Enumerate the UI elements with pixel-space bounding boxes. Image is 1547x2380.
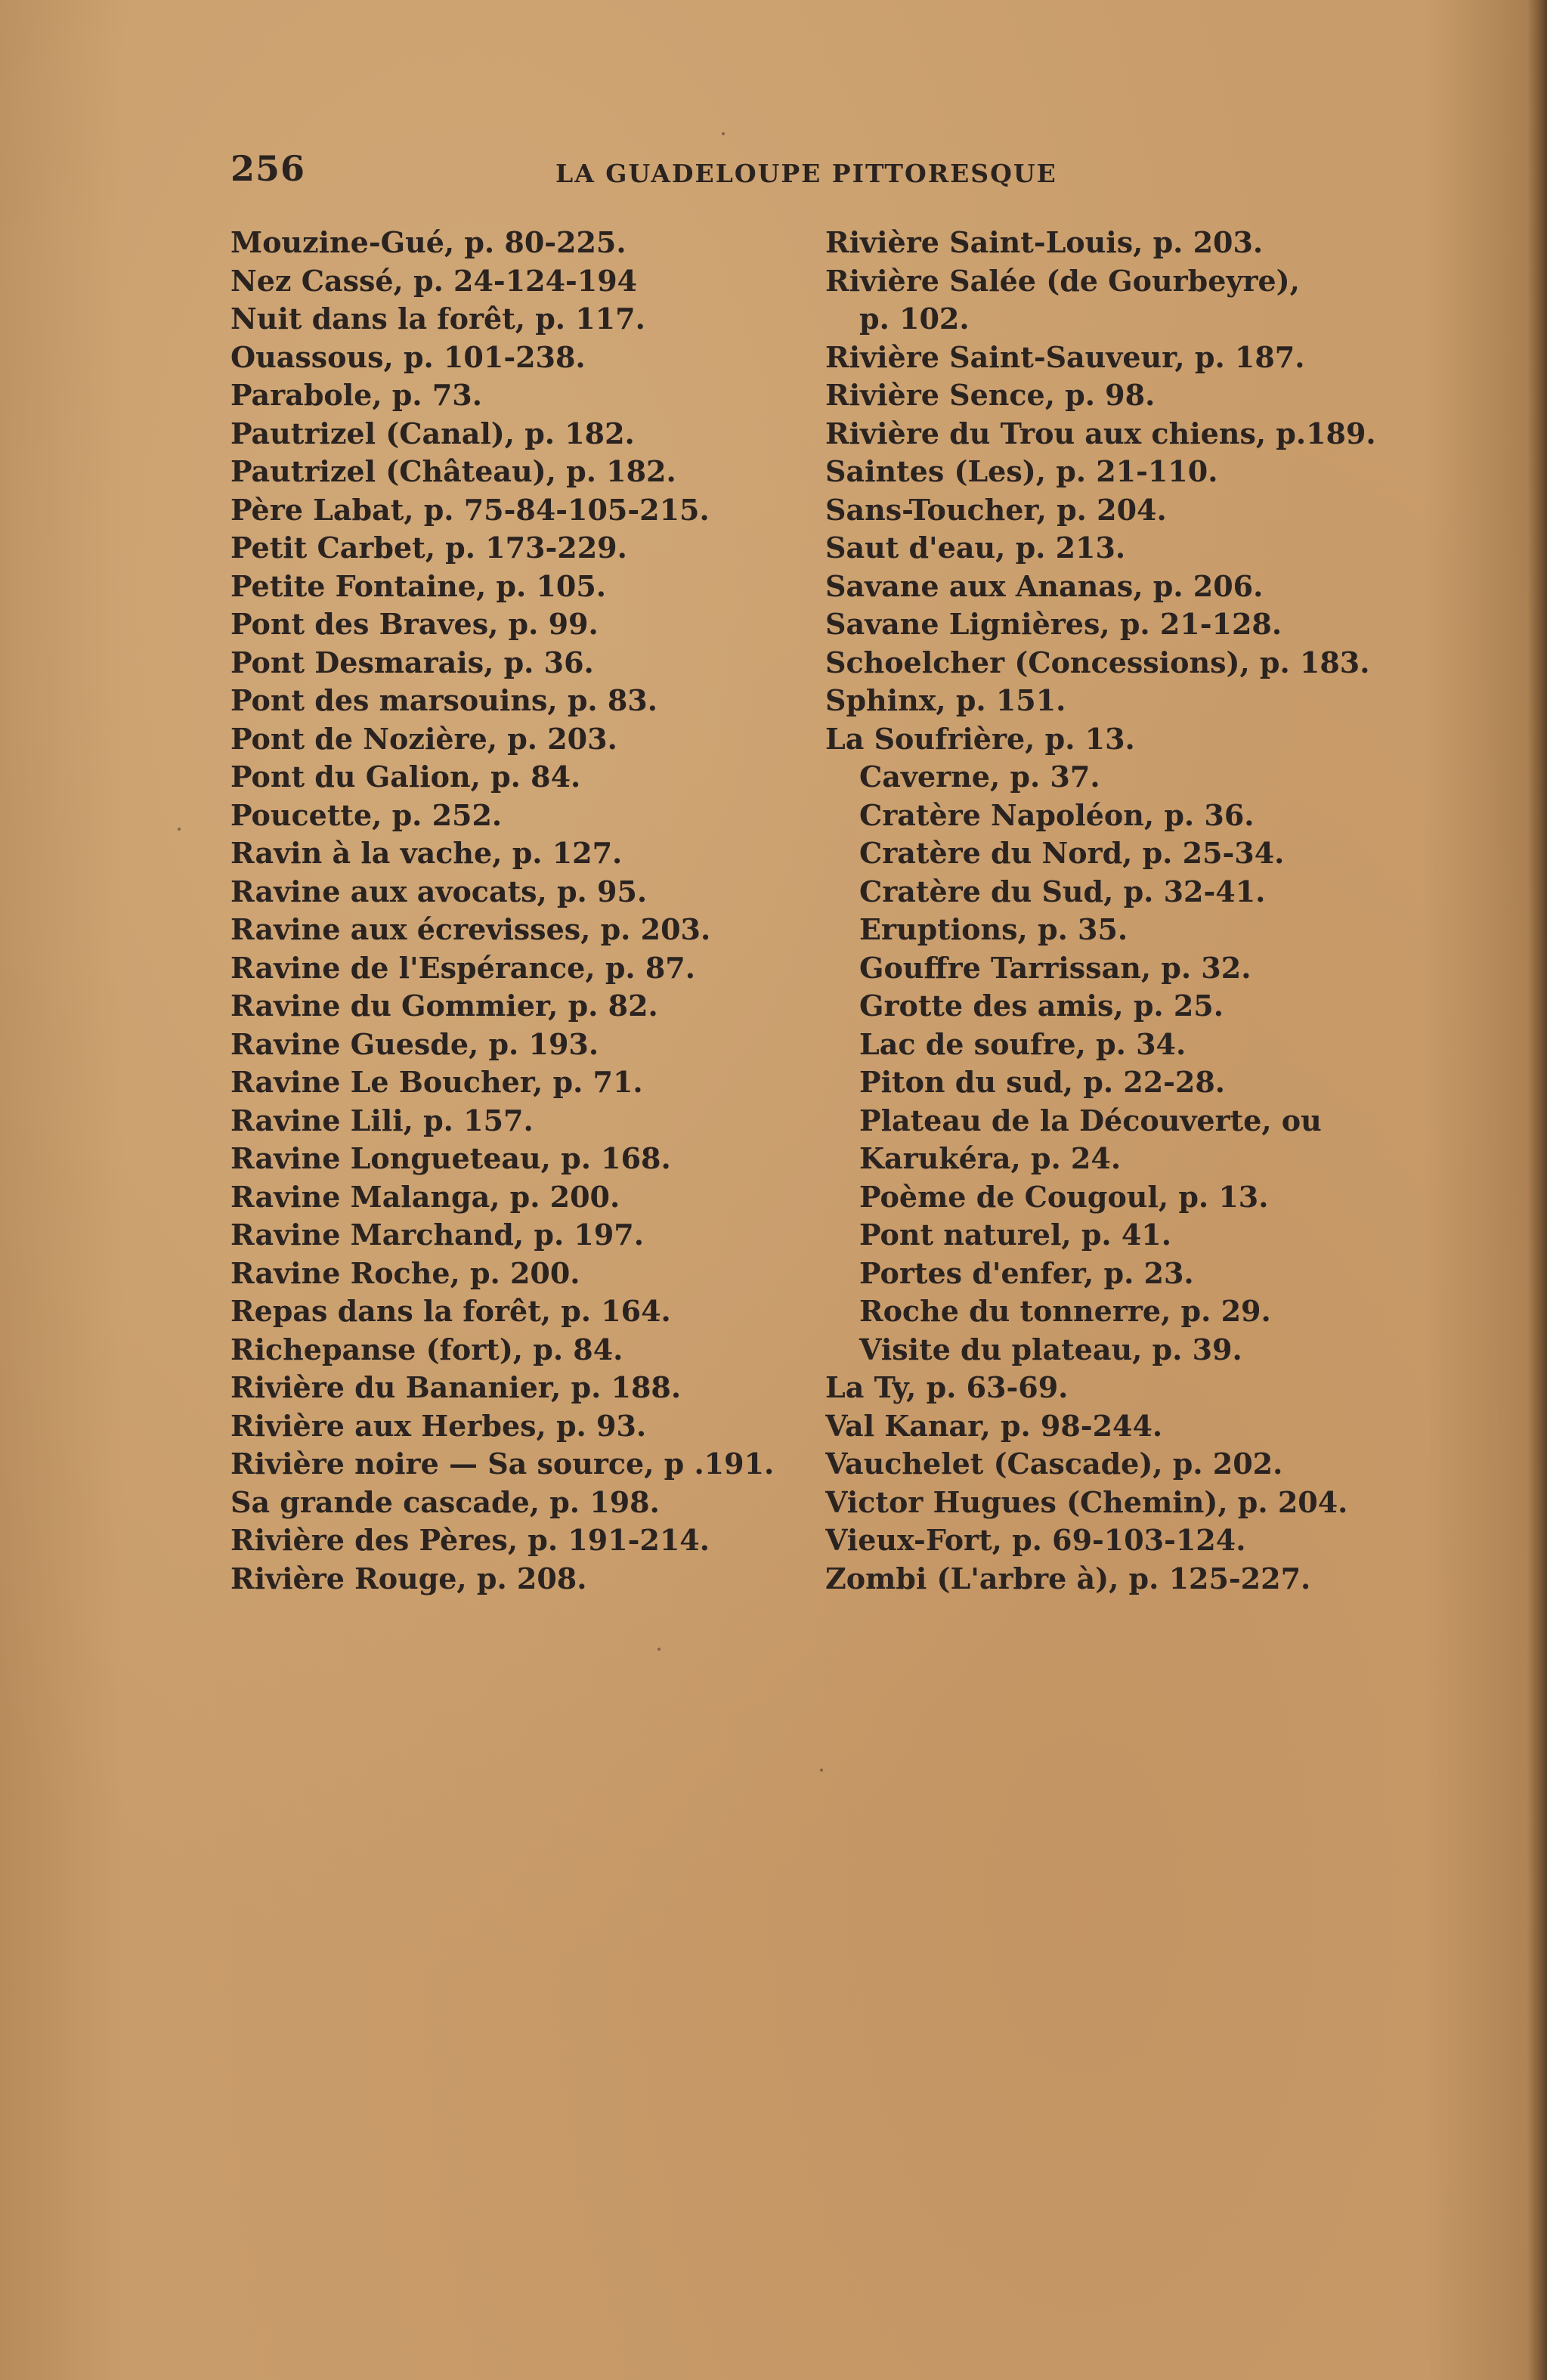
index-entry: Val Kanar, p. 98-244. bbox=[825, 1408, 1163, 1443]
index-entry: Rivière Saint-Sauveur, p. 187. bbox=[825, 339, 1305, 374]
index-subentry: Caverne, p. 37. bbox=[859, 760, 1100, 794]
index-subentry: Visite du plateau, p. 39. bbox=[859, 1332, 1242, 1366]
index-entry: Ravine de l'Espérance, p. 87. bbox=[231, 950, 695, 985]
index-entry: Ravine Guesde, p. 193. bbox=[231, 1026, 599, 1061]
index-subentry: Grotte des amis, p. 25. bbox=[859, 989, 1224, 1023]
index-entry: Rivière Saint-Louis, p. 203. bbox=[825, 225, 1264, 259]
index-subentry: Pont naturel, p. 41. bbox=[859, 1218, 1171, 1252]
index-entry: Rivière aux Herbes, p. 93. bbox=[231, 1408, 647, 1443]
index-entry: Poucette, p. 252. bbox=[231, 797, 503, 832]
index-entry: Zombi (L'arbre à), p. 125-227. bbox=[825, 1561, 1311, 1595]
index-entry: Pont du Galion, p. 84. bbox=[231, 760, 581, 794]
index-subentry: Lac de soufre, p. 34. bbox=[859, 1026, 1187, 1061]
index-subentry: Cratère du Sud, p. 32-41. bbox=[859, 874, 1266, 908]
index-entry: Richepanse (fort), p. 84. bbox=[231, 1332, 623, 1366]
paper-speck bbox=[178, 828, 181, 831]
index-entry: Repas dans la forêt, p. 164. bbox=[231, 1294, 671, 1328]
index-entry: La Soufrière, p. 13. bbox=[825, 721, 1135, 756]
index-entry: Ravine Roche, p. 200. bbox=[231, 1255, 580, 1290]
index-entry: Sphinx, p. 151. bbox=[825, 683, 1066, 717]
index-entry: Rivière des Pères, p. 191-214. bbox=[231, 1523, 710, 1557]
index-entry: Savane Lignières, p. 21-128. bbox=[825, 607, 1282, 641]
index-entry: Ravine Malanga, p. 200. bbox=[231, 1179, 620, 1214]
index-entry: Victor Hugues (Chemin), p. 204. bbox=[825, 1484, 1348, 1519]
index-entry: Petite Fontaine, p. 105. bbox=[231, 568, 607, 603]
index-entry: Sa grande cascade, p. 198. bbox=[231, 1484, 660, 1519]
index-entry: Rivière Sence, p. 98. bbox=[825, 378, 1156, 412]
index-entry: Saut d'eau, p. 213. bbox=[825, 531, 1126, 565]
index-entry: Ravine aux avocats, p. 95. bbox=[231, 874, 648, 908]
index-entry: Nez Cassé, p. 24-124-194 bbox=[231, 263, 638, 298]
index-subentry: Eruptions, p. 35. bbox=[859, 912, 1128, 946]
page-header bbox=[231, 148, 1379, 201]
index-entry: Ravin à la vache, p. 127. bbox=[231, 836, 623, 870]
index-subentry: Cratère du Nord, p. 25-34. bbox=[859, 836, 1285, 870]
index-entry: Mouzine-Gué, p. 80-225. bbox=[231, 225, 627, 259]
index-entry: Vieux-Fort, p. 69-103-124. bbox=[825, 1523, 1246, 1557]
index-entry: Petit Carbet, p. 173-229. bbox=[231, 531, 627, 565]
index-entry: Pont de Nozière, p. 203. bbox=[231, 721, 617, 756]
index-subentry: Roche du tonnerre, p. 29. bbox=[859, 1294, 1271, 1328]
index-entry: Schoelcher (Concessions), p. 183. bbox=[825, 645, 1370, 679]
index-entry: Ouassous, p. 101-238. bbox=[231, 339, 586, 374]
index-entry: Ravine du Gommier, p. 82. bbox=[231, 989, 658, 1023]
index-entry: La Ty, p. 63-69. bbox=[825, 1370, 1069, 1404]
index-entry: Ravine Le Boucher, p. 71. bbox=[231, 1065, 643, 1099]
index-subentry: Gouffre Tarrissan, p. 32. bbox=[859, 950, 1252, 985]
index-entry: Vauchelet (Cascade), p. 202. bbox=[825, 1447, 1283, 1481]
index-entry: Saintes (Les), p. 21-110. bbox=[825, 454, 1218, 488]
index-subentry: Plateau de la Découverte, ou bbox=[859, 1103, 1322, 1137]
index-entry: Pont des marsouins, p. 83. bbox=[231, 683, 657, 717]
index-entry: Ravine Lili, p. 157. bbox=[231, 1103, 534, 1137]
page-edge-shadow bbox=[1527, 0, 1547, 2380]
index-subentry: Portes d'enfer, p. 23. bbox=[859, 1255, 1194, 1290]
index-subentry: Poème de Cougoul, p. 13. bbox=[859, 1179, 1269, 1214]
index-entry: Rivière noire — Sa source, p .191. bbox=[231, 1447, 775, 1481]
paper-speck bbox=[657, 1648, 661, 1651]
index-entry: Rivière Salée (de Gourbeyre), bbox=[825, 263, 1300, 298]
index-entry: Pont Desmarais, p. 36. bbox=[231, 645, 594, 679]
index-subentry: Piton du sud, p. 22-28. bbox=[859, 1065, 1226, 1099]
index-column-left bbox=[231, 224, 820, 1598]
index-entry: Rivière Rouge, p. 208. bbox=[231, 1561, 587, 1595]
index-entry: Père Labat, p. 75-84-105-215. bbox=[231, 492, 710, 527]
page-number: 256 bbox=[231, 148, 306, 189]
index-entry: Parabole, p. 73. bbox=[231, 378, 482, 412]
index-entry: Pautrizel (Château), p. 182. bbox=[231, 454, 676, 488]
index-subentry: Cratère Napoléon, p. 36. bbox=[859, 797, 1255, 832]
index-entry: Rivière du Bananier, p. 188. bbox=[231, 1370, 682, 1404]
index-entry: Ravine Marchand, p. 197. bbox=[231, 1218, 644, 1252]
index-column-right bbox=[825, 224, 1415, 1598]
index-subentry: Karukéra, p. 24. bbox=[859, 1141, 1122, 1175]
index-entry: Ravine Longueteau, p. 168. bbox=[231, 1141, 671, 1175]
index-subentry: p. 102. bbox=[859, 302, 970, 336]
paper-speck bbox=[820, 1769, 823, 1772]
paper-speck bbox=[722, 132, 725, 135]
index-entry: Nuit dans la forêt, p. 117. bbox=[231, 302, 645, 336]
index-entry: Ravine aux écrevisses, p. 203. bbox=[231, 912, 711, 946]
index-entry: Savane aux Ananas, p. 206. bbox=[825, 568, 1264, 603]
index-entry: Pautrizel (Canal), p. 182. bbox=[231, 416, 635, 450]
index-entry: Pont des Braves, p. 99. bbox=[231, 607, 599, 641]
index-entry: Sans-Toucher, p. 204. bbox=[825, 492, 1167, 527]
running-title: LA GUADELOUPE PITTORESQUE bbox=[555, 159, 1057, 188]
index-entry: Rivière du Trou aux chiens, p.189. bbox=[825, 416, 1376, 450]
